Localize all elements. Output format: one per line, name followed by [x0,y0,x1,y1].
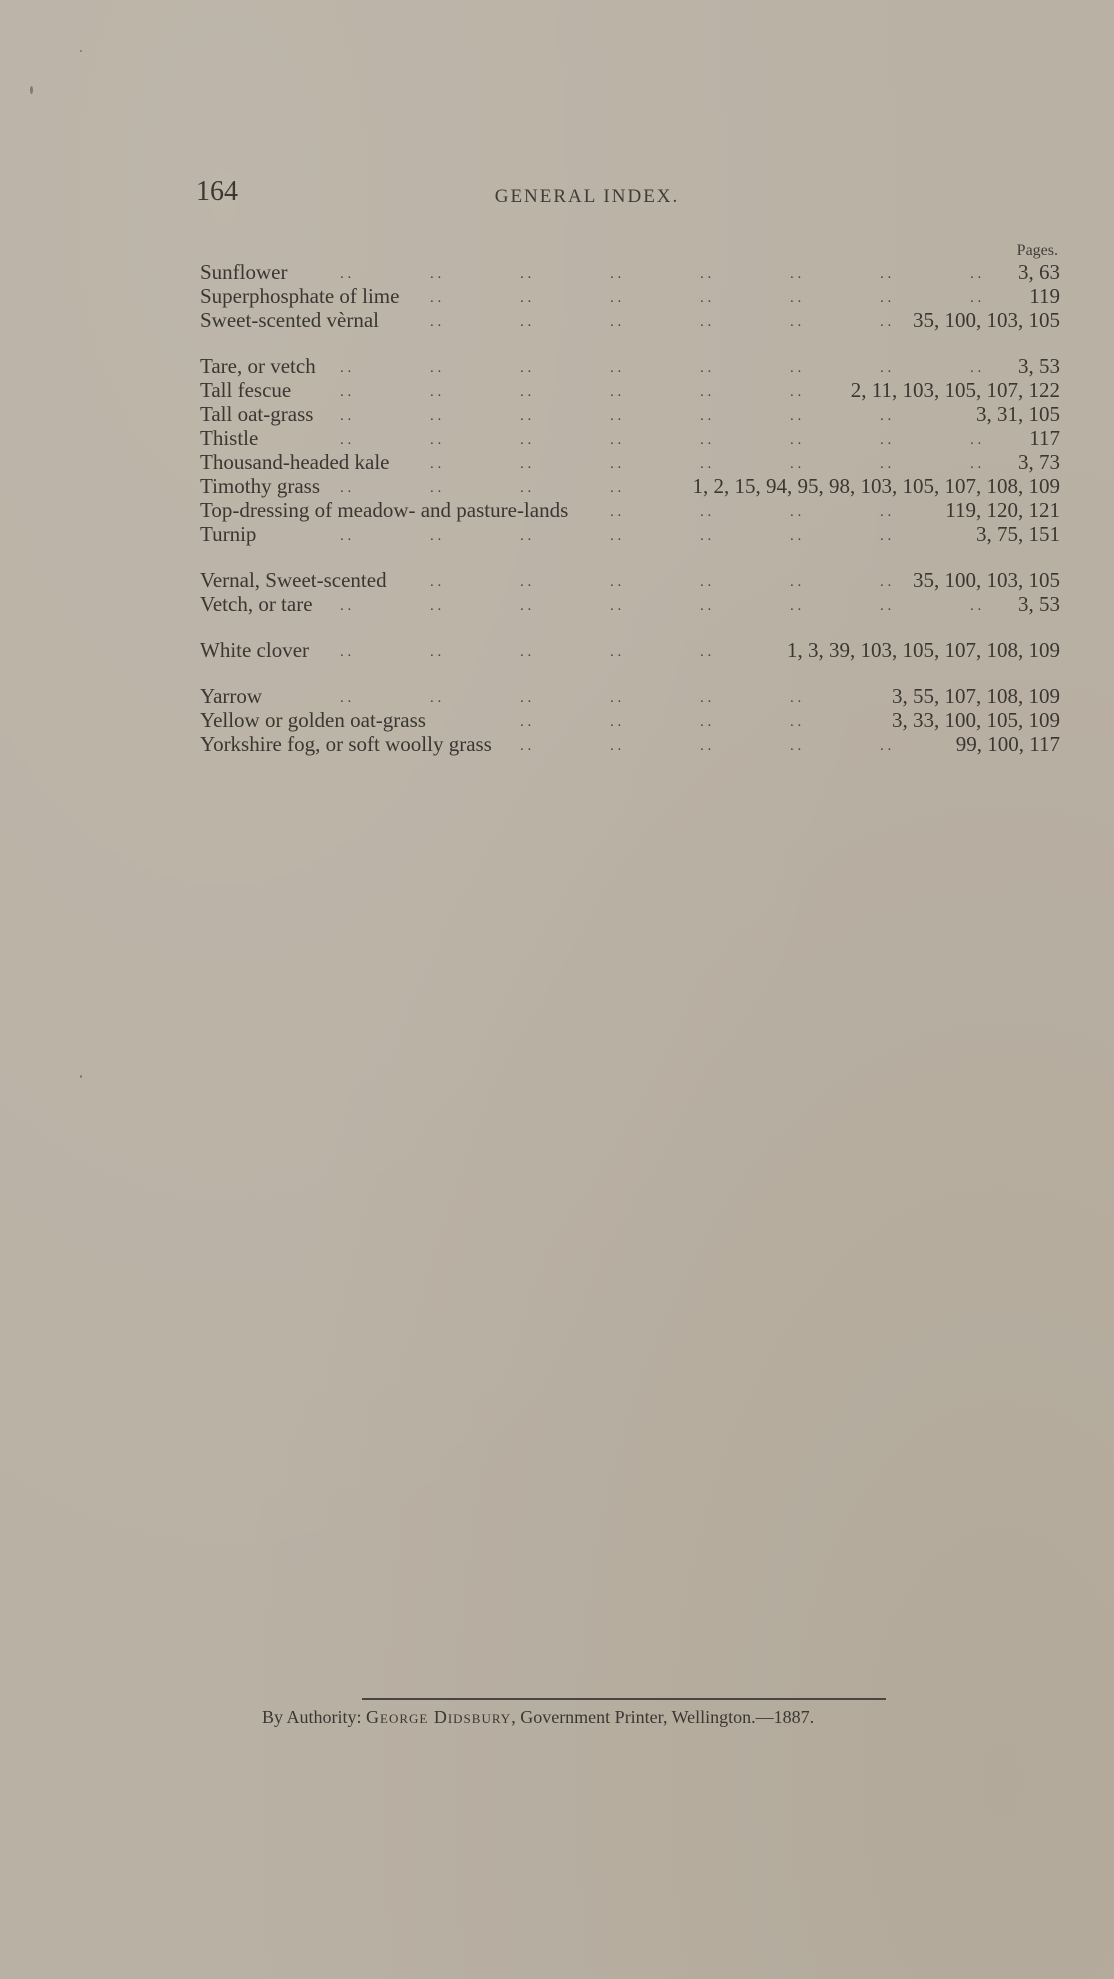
index-entry [200,474,1060,498]
leader-dots: . . [430,574,442,590]
leader-dots: . . [430,290,442,306]
leader-dots: . . [700,504,712,520]
leader-dots: . . [700,432,712,448]
leader-dots: . . [790,504,802,520]
leader-dots: . . [700,528,712,544]
leader-dots: . . [790,714,802,730]
leader-dots: . . [700,738,712,754]
leader-dots: . . [520,644,532,660]
leader-dots: . . [340,360,352,376]
index-pages: 3, 55, 107, 108, 109 [892,684,1060,708]
leader-dots: . . [700,266,712,282]
leader-dots: . . [790,598,802,614]
leader-dots: . . [790,432,802,448]
leader-dots: . . [520,714,532,730]
leader-dots: . . [430,598,442,614]
leader-dots: . . [700,644,712,660]
paper-speck [30,86,33,94]
index-term: White clover [200,638,310,662]
index-entry [200,354,1060,378]
leader-dots: . . [880,432,892,448]
index-entry [200,308,1060,332]
leader-dots: . . [610,738,622,754]
leader-dots: . . [610,314,622,330]
index-pages: 117 [1029,426,1060,450]
index-entry [200,732,1060,756]
leader-dots: . . [430,384,442,400]
index-groups [200,260,1060,756]
leader-dots: . . [430,432,442,448]
leader-dots: . . [520,360,532,376]
index-entry [200,498,1060,522]
index-term: Superphosphate of lime [200,284,400,308]
index-pages: 3, 53 [1018,592,1060,616]
index-term: Tall fescue [200,378,292,402]
imprint-prefix: By Authority: [262,1707,362,1727]
leader-dots: . . [520,384,532,400]
index-entry [200,402,1060,426]
page-number: 164 [196,176,238,207]
index-term: Timothy grass [200,474,321,498]
leader-dots: . . [790,290,802,306]
index-term: Yorkshire fog, or soft woolly grass [200,732,492,756]
index-pages: 1, 3, 39, 103, 105, 107, 108, 109 [787,638,1060,662]
leader-dots: . . [880,738,892,754]
leader-dots: . . [880,504,892,520]
index-entry [200,426,1060,450]
leader-dots: . . [430,528,442,544]
index-entry [200,592,1060,616]
leader-dots: . . [790,360,802,376]
index-pages: 2, 11, 103, 105, 107, 122 [850,378,1060,402]
group-gap [200,332,1060,354]
index-term: Tall oat-grass [200,402,314,426]
leader-dots: . . [610,480,622,496]
leader-dots: . . [520,266,532,282]
leader-dots: . . [430,266,442,282]
index-entry [200,638,1060,662]
leader-dots: . . [700,384,712,400]
leader-dots: . . [970,598,982,614]
index-term: Top-dressing of meadow- and pasture-lands [200,498,569,522]
index-entry [200,708,1060,732]
index-pages: 3, 33, 100, 105, 109 [892,708,1060,732]
running-head [0,186,1114,208]
pages-column-heading: Pages. [1016,242,1058,259]
index-list [200,242,1060,756]
index-term: Yellow or golden oat-grass [200,708,426,732]
leader-dots: . . [520,314,532,330]
leader-dots: . . [880,456,892,472]
leader-dots: . . [520,738,532,754]
index-entry [200,378,1060,402]
footer-rule [362,1698,886,1700]
paper-speck [80,50,82,52]
leader-dots: . . [880,360,892,376]
leader-dots: . . [340,528,352,544]
leader-dots: . . [610,266,622,282]
leader-dots: . . [970,456,982,472]
leader-dots: . . [700,408,712,424]
leader-dots: . . [790,690,802,706]
leader-dots: . . [340,644,352,660]
index-pages: 3, 31, 105 [976,402,1060,426]
leader-dots: . . [610,504,622,520]
index-term: Yarrow [200,684,263,708]
leader-dots: . . [700,290,712,306]
leader-dots: . . [430,480,442,496]
index-pages: 1, 2, 15, 94, 95, 98, 103, 105, 107, 108, 109 [692,474,1060,498]
leader-dots: . . [520,574,532,590]
leader-dots: . . [700,598,712,614]
leader-dots: . . [610,408,622,424]
leader-dots: . . [340,432,352,448]
leader-dots: . . [610,598,622,614]
leader-dots: . . [520,408,532,424]
index-pages: 3, 75, 151 [976,522,1060,546]
imprint-suffix: , Government Printer, Wellington.—1887. [511,1707,815,1727]
leader-dots: . . [790,574,802,590]
index-term: Sunflower [200,260,288,284]
index-pages: 119 [1029,284,1060,308]
group-gap [200,546,1060,568]
index-term: Vernal, Sweet-scented [200,568,387,592]
leader-dots: . . [520,290,532,306]
leader-dots: . . [790,456,802,472]
leader-dots: . . [700,714,712,730]
leader-dots: . . [970,266,982,282]
leader-dots: . . [970,290,982,306]
printer-name: George Didsbury [366,1707,512,1727]
index-entry [200,260,1060,284]
index-pages: 3, 63 [1018,260,1060,284]
leader-dots: . . [880,528,892,544]
index-entry [200,450,1060,474]
group-gap [200,616,1060,638]
leader-dots: . . [610,360,622,376]
index-term: Tare, or vetch [200,354,316,378]
index-entry [200,522,1060,546]
index-pages: 35, 100, 103, 105 [913,308,1060,332]
leader-dots: . . [610,574,622,590]
index-entry [200,568,1060,592]
leader-dots: . . [790,528,802,544]
imprint [262,1707,814,1728]
leader-dots: . . [790,266,802,282]
index-term: Sweet-scented vèrnal [200,308,380,332]
index-pages: 99, 100, 117 [955,732,1060,756]
index-term: Thousand-headed kale [200,450,390,474]
leader-dots: . . [430,360,442,376]
leader-dots: . . [880,598,892,614]
leader-dots: . . [880,290,892,306]
leader-dots: . . [340,266,352,282]
leader-dots: . . [520,690,532,706]
leader-dots: . . [970,360,982,376]
leader-dots: . . [790,738,802,754]
leader-dots: . . [880,314,892,330]
leader-dots: . . [520,528,532,544]
index-term: Vetch, or tare [200,592,313,616]
leader-dots: . . [610,644,622,660]
index-pages: 3, 73 [1018,450,1060,474]
leader-dots: . . [700,314,712,330]
leader-dots: . . [880,574,892,590]
leader-dots: . . [700,574,712,590]
leader-dots: . . [340,384,352,400]
leader-dots: . . [790,384,802,400]
index-pages: 119, 120, 121 [945,498,1060,522]
leader-dots: . . [610,456,622,472]
leader-dots: . . [430,314,442,330]
index-pages: 35, 100, 103, 105 [913,568,1060,592]
leader-dots: . . [790,314,802,330]
leader-dots: . . [970,432,982,448]
leader-dots: . . [790,408,802,424]
group-gap [200,662,1060,684]
paper-speck [80,1075,82,1078]
index-pages: 3, 53 [1018,354,1060,378]
leader-dots: . . [880,266,892,282]
leader-dots: . . [430,690,442,706]
leader-dots: . . [520,480,532,496]
leader-dots: . . [430,408,442,424]
leader-dots: . . [610,690,622,706]
leader-dots: . . [430,456,442,472]
leader-dots: . . [700,690,712,706]
index-entry [200,684,1060,708]
leader-dots: . . [610,528,622,544]
index-term: Turnip [200,522,257,546]
leader-dots: . . [610,432,622,448]
leader-dots: . . [340,690,352,706]
leader-dots: . . [520,598,532,614]
leader-dots: . . [610,384,622,400]
leader-dots: . . [340,480,352,496]
running-head-title: GENERAL INDEX. [494,186,680,207]
index-entry [200,284,1060,308]
leader-dots: . . [520,432,532,448]
leader-dots: . . [700,456,712,472]
leader-dots: . . [340,598,352,614]
leader-dots: . . [520,456,532,472]
leader-dots: . . [340,408,352,424]
leader-dots: . . [610,714,622,730]
leader-dots: . . [430,644,442,660]
leader-dots: . . [610,290,622,306]
leader-dots: . . [700,360,712,376]
index-term: Thistle [200,426,259,450]
leader-dots: . . [880,408,892,424]
